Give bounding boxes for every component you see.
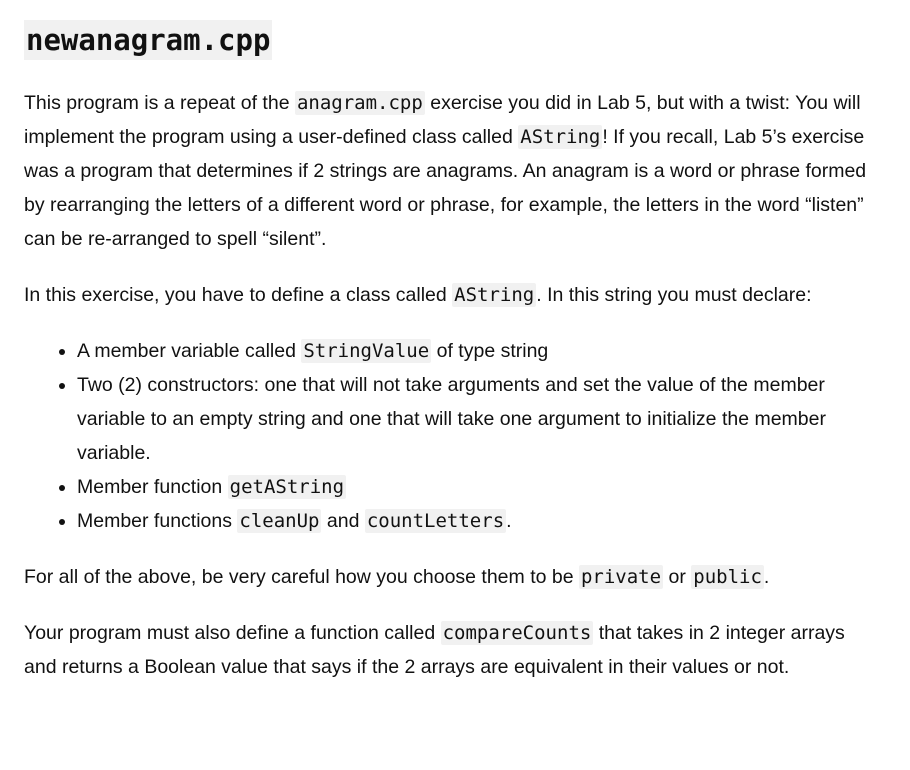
code-countletters: countLetters — [366, 510, 505, 532]
list-item-member-variable — [77, 334, 880, 368]
list-item-getastring — [77, 470, 880, 504]
item4-text-3: . — [506, 510, 512, 532]
compare-text-2: that takes in 2 integer arrays and returns a Boolean value that says if the 2 arrays are equivalent in their values or not. — [24, 622, 845, 678]
code-astring-2: AString — [454, 284, 535, 306]
visibility-text-1: For all of the above, be very careful how you choose them to be — [24, 566, 579, 588]
class-definition-paragraph — [24, 278, 880, 312]
code-getastring: getAString — [229, 476, 345, 498]
code-comparecounts: compareCounts — [442, 622, 592, 644]
item1-text-1: A member variable called — [77, 340, 302, 362]
list-item-constructors — [77, 368, 880, 470]
item1-text-2: of type string — [431, 340, 549, 362]
code-cleanup: cleanUp — [239, 510, 320, 532]
code-anagram-cpp: anagram.cpp — [296, 92, 423, 114]
code-private: private — [580, 566, 662, 588]
intro-text-3: ! If you recall, Lab 5’s exercise was a program that determines if 2 strings are anagrams. An anagram is a word or phrase formed by rearranging the letters of a different word or phrase, for example, the letters in the word “listen” can be re-arranged to spell “silent”. — [24, 126, 867, 250]
intro-text-2: exercise you did in Lab 5, but with a twist: You will implement the program using a user-defined class called — [24, 92, 861, 148]
item4-text-1: Member functions — [77, 510, 238, 532]
intro-text-1: This program is a repeat of the — [24, 92, 295, 114]
requirements-list — [24, 334, 880, 538]
class-text-2: . In this string you must declare: — [536, 284, 812, 306]
visibility-paragraph — [24, 560, 880, 594]
code-stringvalue: StringValue — [303, 340, 430, 362]
compare-counts-paragraph — [24, 616, 880, 684]
item3-text-1: Member function — [77, 476, 228, 498]
intro-paragraph — [24, 86, 880, 256]
page-title: newanagram.cpp — [24, 20, 272, 60]
class-text-1: In this exercise, you have to define a class called — [24, 284, 453, 306]
item4-text-2: and — [321, 510, 365, 532]
item2-text-1: Two (2) constructors: one that will not take arguments and set the value of the member variable to an empty string and one that will take one argument to initialize the member variable. — [77, 374, 826, 464]
compare-text-1: Your program must also define a function called — [24, 622, 441, 644]
code-astring: AString — [520, 126, 601, 148]
visibility-text-3: . — [763, 566, 770, 588]
code-public: public — [693, 566, 762, 588]
list-item-cleanup-countletters — [77, 504, 880, 538]
visibility-text-2: or — [663, 566, 692, 588]
